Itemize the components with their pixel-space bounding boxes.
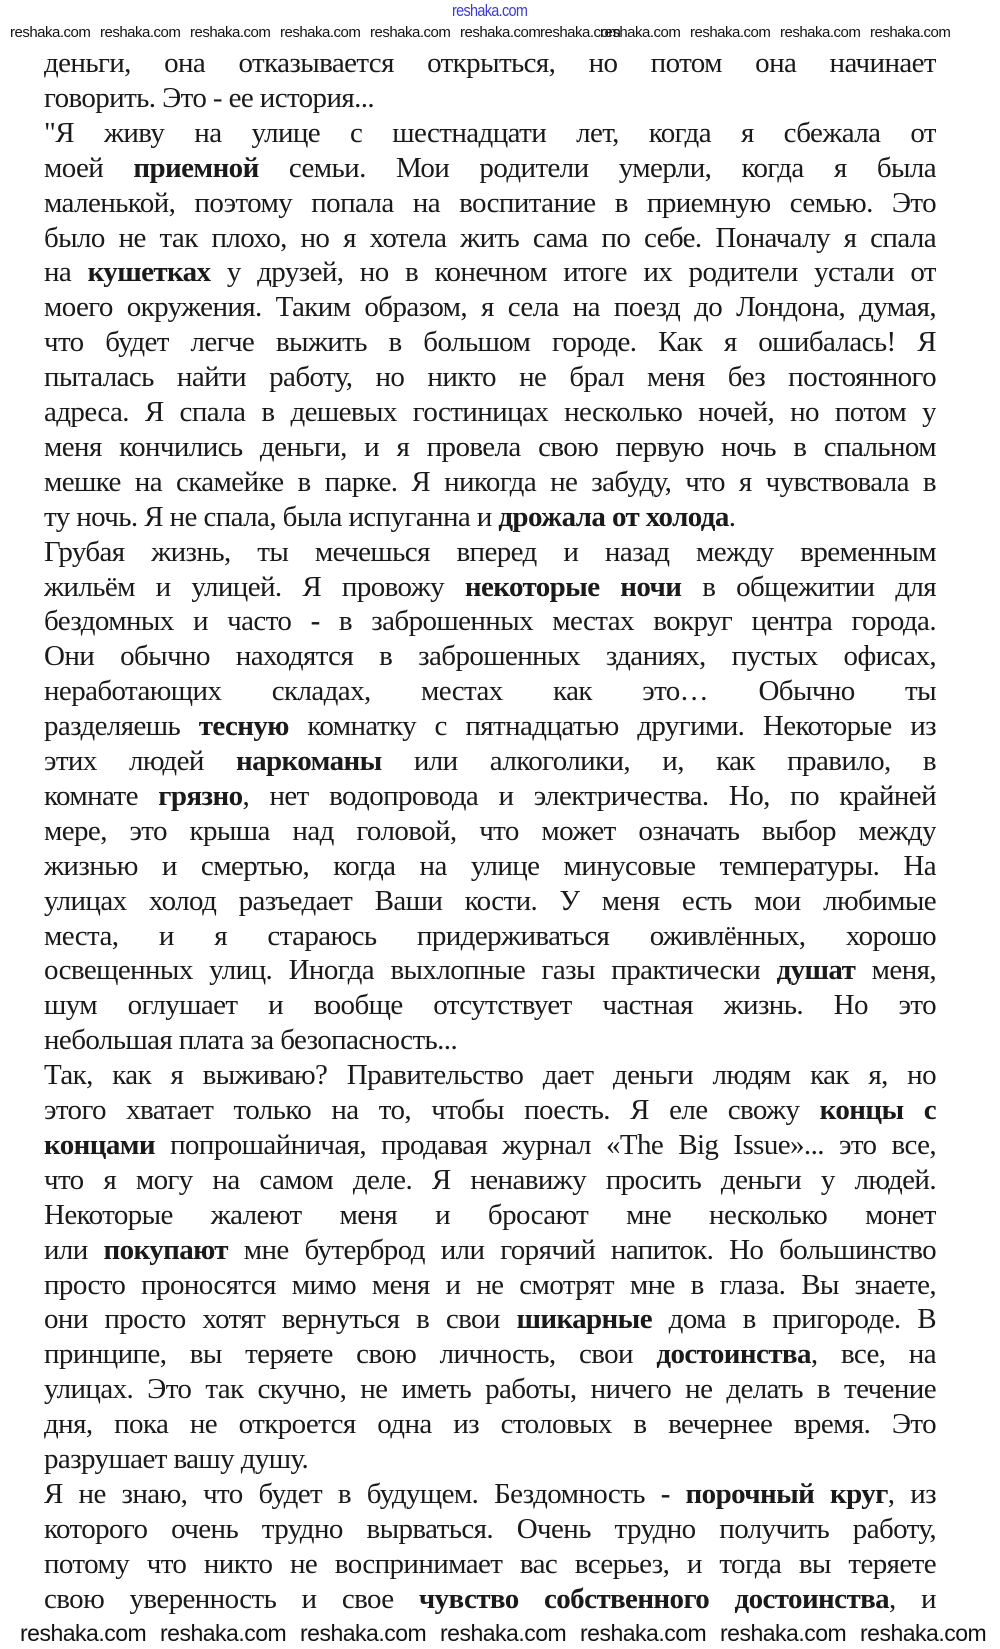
text-line [44, 1582, 936, 1616]
text-run: , нет водопровода и электричества. Но, по крайней [242, 779, 936, 812]
text-run: мешке на скамейке в парке. Я никогда не забуду, что я чувствовала в [44, 465, 936, 498]
text-line [44, 1512, 936, 1546]
text-run: шум оглушает и вообще отсутствует частная жизнь. Но это [44, 989, 936, 1022]
text-line [44, 1442, 936, 1476]
bold-phrase: шикарные [516, 1303, 652, 1336]
bold-phrase: достоинства [656, 1338, 811, 1371]
bold-phrase: грязно [158, 779, 243, 812]
text-line [44, 779, 936, 813]
text-run: Некоторые жалеют меня и бросают мне несколько монет [44, 1198, 936, 1231]
text-run: попрошайничая, продавая журнал «The Big Issue»... это все, [155, 1128, 936, 1161]
bold-phrase: приемной [133, 151, 259, 184]
watermark: reshaka.com [10, 24, 91, 41]
bold-phrase: чувство собственного достоинства [418, 1582, 890, 1615]
text-run: или [44, 1233, 104, 1266]
text-run: места, и я стараюсь придерживаться оживлённых, хорошо [44, 919, 936, 952]
watermark: reshaka.com [370, 24, 451, 41]
watermark: reshaka.com [860, 1620, 987, 1646]
text-run: на [44, 256, 88, 289]
watermark: reshaka.com [580, 1620, 707, 1646]
text-run: свою уверенность и свое [44, 1582, 419, 1615]
text-run: меня, [855, 954, 936, 987]
text-run: что я могу на самом деле. Я ненавижу просить деньги у людей. [44, 1163, 936, 1196]
text-run: пыталась найти работу, но никто не брал меня без постоянного [44, 361, 936, 394]
text-line [44, 186, 936, 220]
watermark: reshaka.com [720, 1620, 847, 1646]
text-run: дня, пока не откроется одна из столовых в вечернее время. Это [44, 1408, 936, 1441]
text-line [44, 1268, 936, 1302]
text-line [44, 360, 936, 394]
text-line [44, 465, 936, 499]
text-line [44, 151, 936, 185]
text-run: мне бутерброд или горячий напиток. Но большинство [227, 1233, 936, 1266]
text-line [44, 639, 936, 673]
watermark: reshaka.com [280, 24, 361, 41]
text-run: в общежитии для [681, 570, 936, 603]
watermark: reshaka.com [540, 24, 621, 41]
text-run: семьи. Мои родители умерли, когда я была [258, 151, 936, 184]
text-run: этих людей [44, 745, 237, 777]
text-line [44, 1128, 936, 1162]
text-run: разделяешь [44, 710, 199, 743]
bold-phrase: дрожала от холода [498, 500, 729, 533]
text-line [44, 814, 936, 848]
watermark: reshaka.com [600, 24, 681, 41]
text-line [44, 884, 936, 918]
text-run: неработающих складах, местах как это… Обычно ты [44, 675, 936, 708]
text-line [44, 1058, 936, 1092]
text-run: Так, как я выживаю? Правительство дает деньги людям как я, но [44, 1059, 936, 1092]
text-run: или алкоголики, и, как правило, в [381, 745, 936, 777]
bold-phrase: концы с [819, 1094, 936, 1126]
watermark: reshaka.com [300, 1620, 427, 1646]
text-run: освещенных улиц. Иногда выхлопные газы практически [44, 954, 777, 987]
text-run: Они обычно находятся в заброшенных зданиях, пустых офисах, [44, 640, 936, 673]
watermark: reshaka.com [440, 1620, 567, 1646]
text-line [44, 1477, 936, 1511]
text-run: небольшая плата за безопасность... [44, 1024, 458, 1057]
text-run: разрушает вашу душу. [44, 1443, 309, 1475]
text-run: просто проносятся мимо меня и не смотрят мне в глаза. Вы знаете, [44, 1268, 936, 1301]
bold-phrase: концами [44, 1128, 156, 1161]
text-run: комнате [44, 779, 159, 812]
text-line [44, 604, 936, 638]
text-run: было не так плохо, но я хотела жить сама по себе. Поначалу я спала [44, 221, 936, 254]
text-run: дома в пригороде. В [651, 1303, 936, 1336]
text-run: адреса. Я спала в дешевых гостиницах несколько ночей, но потом у [44, 396, 936, 428]
text-run: маленькой, поэтому попала на воспитание в приемную семью. Это [44, 186, 936, 219]
text-line [44, 849, 936, 883]
text-run: которого очень трудно вырваться. Очень трудно получить работу, [44, 1512, 936, 1545]
text-line [44, 744, 936, 778]
text-line [44, 570, 936, 604]
watermark: reshaka.com [20, 1620, 147, 1646]
text-run: "Я живу на улице с шестнадцати лет, когда я сбежала от [44, 116, 936, 149]
text-line [44, 221, 936, 255]
watermark: reshaka.com [870, 24, 951, 41]
text-line [44, 325, 936, 359]
text-run: Грубая жизнь, ты мечешься вперед и назад между временным [44, 535, 936, 568]
text-run: , и [889, 1582, 936, 1615]
bold-phrase: некоторые ночи [464, 570, 682, 603]
watermark: reshaka.com [160, 1620, 287, 1646]
text-line [44, 953, 936, 987]
text-line [44, 1233, 936, 1267]
watermark: reshaka.com [780, 24, 861, 41]
text-line [44, 1372, 936, 1406]
text-run: в заброшенных местах вокруг центра города. [319, 605, 936, 638]
bold-phrase: - порочный круг [660, 1477, 888, 1510]
text-line [44, 709, 936, 743]
text-run: этого хватает только на то, чтобы поесть. Я еле свожу [44, 1094, 820, 1126]
text-line [44, 116, 936, 150]
text-run: моего окружения. Таким образом, я села на поезд до Лондона, думая, [44, 291, 936, 324]
text-line [44, 1198, 936, 1232]
text-run: мере, это крыша над головой, что может означать выбор между [44, 814, 936, 847]
text-run: потому что никто не воспринимает вас всерьез, и тогда вы теряете [44, 1547, 936, 1580]
text-run: , все, на [810, 1338, 936, 1371]
text-line [44, 1093, 936, 1127]
text-run: улицах. Это так скучно, не иметь работы, ничего не делать в течение [44, 1373, 936, 1406]
text-run: улицах холод разъедает Ваши кости. У меня есть мои любимые [44, 884, 936, 917]
text-run: жизнью и смертью, когда на улице минусовые температуры. На [44, 849, 936, 882]
text-line [44, 81, 936, 115]
bold-phrase: тесную [198, 710, 289, 743]
text-line [44, 1302, 936, 1336]
watermark: reshaka.com [460, 24, 541, 41]
text-line [44, 1407, 936, 1441]
text-run: говорить. Это - ее история... [44, 81, 375, 114]
watermark: reshaka.com [690, 24, 771, 41]
text-run: комнатку с пятнадцатью другими. Некоторые из [288, 710, 936, 743]
text-run: . [728, 500, 736, 533]
text-line [44, 255, 936, 289]
watermark: reshaka.com [100, 24, 181, 41]
text-run: жильём и улицей. Я провожу [44, 570, 465, 603]
text-run: деньги, она отказывается открыться, но потом она начинает [44, 47, 936, 79]
text-line [44, 674, 936, 708]
bold-phrase: наркоманы [236, 745, 382, 777]
text-line [44, 1547, 936, 1581]
text-line [44, 500, 936, 534]
text-line [44, 46, 936, 80]
watermark: reshaka.com [190, 24, 271, 41]
text-line [44, 1163, 936, 1197]
text-run: меня кончились деньги, и я провела свою первую ночь в спальном [44, 430, 936, 463]
text-line [44, 919, 936, 953]
text-run: они просто хотят вернуться в свои [44, 1303, 517, 1336]
bold-phrase: покупают [103, 1233, 228, 1266]
text-run: бездомных и часто [44, 605, 311, 638]
text-run: что будет легче выжить в большом городе. Как я ошибалась! Я [44, 326, 936, 359]
text-line [44, 535, 936, 569]
text-line [44, 1023, 936, 1057]
text-line [44, 988, 936, 1022]
text-run: принципе, вы теряете свою личность, свои [44, 1338, 657, 1371]
text-line [44, 290, 936, 324]
text-line [44, 1337, 936, 1371]
text-line [44, 430, 936, 464]
bold-phrase: душат [776, 954, 856, 987]
text-run: моей [44, 151, 134, 184]
text-line [44, 395, 936, 429]
bold-phrase: кушетках [87, 256, 211, 289]
text-run: , из [887, 1477, 936, 1510]
site-link[interactable]: reshaka.com [452, 1, 528, 20]
text-run: ту ночь. Я не спала, была испуганна и [44, 500, 499, 533]
text-run: Я не знаю, что будет в будущем. Бездомность [44, 1477, 661, 1510]
bold-phrase: - [310, 605, 320, 638]
text-run: у друзей, но в конечном итоге их родители устали от [210, 256, 936, 289]
